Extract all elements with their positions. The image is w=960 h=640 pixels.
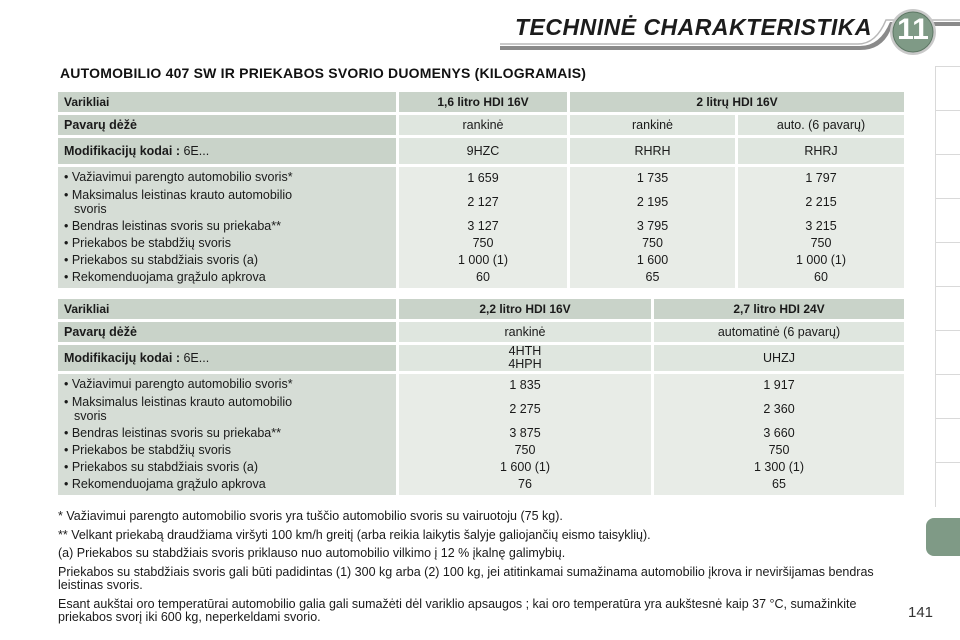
- footnote: * Važiavimui parengto automobilio svoris yra tuščio automobilio svoris su vairuotoju (75 kg).: [58, 509, 563, 523]
- weight-label: • Važiavimui parengto automobilio svoris*: [64, 170, 293, 184]
- chapter-tab[interactable]: [935, 154, 960, 199]
- weight-value: 1 600: [636, 252, 669, 267]
- engine-name: 1,6 litro HDI 16V: [396, 92, 567, 115]
- chapter-tab[interactable]: [935, 330, 960, 375]
- gearbox-label: Pavarų dėžė: [58, 322, 396, 345]
- mod-code-label: Modifikacijų kodai :: [64, 351, 180, 365]
- mod-code-label: Modifikacijų kodai :: [64, 144, 180, 158]
- weight-label: [64, 393, 390, 425]
- weights-column: [735, 167, 904, 288]
- chapter-tab-active[interactable]: [926, 518, 960, 556]
- chapter-tab[interactable]: [935, 374, 960, 419]
- weight-value: 2 275: [509, 401, 541, 416]
- page-number: 141: [908, 604, 934, 621]
- engine-name: 2,7 litro HDI 24V: [651, 299, 904, 322]
- table-header-row: [58, 299, 904, 322]
- footnote: Priekabos su stabdžiais svoris gali būti padidintas (1) 300 kg arba (2) 100 kg, jei atitinkamai sumažinama automobilio įkrova ir neviršijamas bendras leistinas svoris.: [58, 564, 874, 592]
- weights-body-row: [58, 167, 904, 288]
- weight-value: 3 215: [805, 218, 837, 233]
- weights-table-1: [58, 92, 904, 288]
- mod-code-label-cell: [58, 345, 396, 374]
- table-header-row: [58, 92, 904, 115]
- weight-value: 65: [645, 269, 660, 284]
- weight-label-line: • Maksimalus leistinas krauto automobilio: [64, 395, 293, 409]
- weight-label: • Rekomenduojama grąžulo apkrova: [64, 477, 266, 491]
- weights-labels: [58, 167, 396, 288]
- weight-label: • Važiavimui parengto automobilio svoris*: [64, 377, 293, 391]
- mod-code: 9HZC: [396, 138, 567, 167]
- mod-code-label-cell: [58, 138, 396, 167]
- weight-label: • Bendras leistinas svoris su priekaba**: [64, 426, 281, 440]
- chapter-tab[interactable]: [935, 66, 960, 111]
- weight-value: 3 127: [467, 218, 499, 233]
- chapter-tab[interactable]: [935, 286, 960, 331]
- weight-label: • Bendras leistinas svoris su priekaba**: [64, 219, 281, 233]
- weight-value: 1 600 (1): [499, 459, 551, 474]
- weight-value: 76: [518, 476, 532, 491]
- weight-value: 2 360: [763, 401, 795, 416]
- footnote: (a) Priekabos su stabdžiais svoris priklauso nuo automobilio vilkimo į 12 % įkalnę galimybių.: [58, 546, 566, 560]
- weight-value: 1 797: [805, 170, 837, 185]
- footnote: ** Velkant priekabą draudžiama viršyti 100 km/h greitį (arba reikia laikytis šalyje galiojančių eismo taisyklių).: [58, 527, 651, 542]
- weights-column: [651, 374, 904, 495]
- mod-code: 4HPH: [508, 357, 542, 371]
- weight-value: 750: [472, 235, 494, 250]
- weights-table-2: [58, 299, 904, 495]
- weights-body-row: [58, 374, 904, 495]
- gearbox-value: rankinė: [396, 115, 567, 138]
- weight-value: 2 127: [467, 194, 499, 209]
- chapter-tab[interactable]: [935, 110, 960, 155]
- engine-name: 2,2 litro HDI 16V: [396, 299, 651, 322]
- weight-value: 65: [772, 476, 786, 491]
- weight-value: 3 795: [636, 218, 669, 233]
- weight-label-line: svoris: [74, 409, 107, 423]
- chapter-title: TECHNINĖ CHARAKTERISTIKA: [515, 14, 872, 40]
- weight-value: 750: [810, 235, 832, 250]
- weight-label-line: svoris: [74, 202, 107, 216]
- weights-column: [396, 374, 651, 495]
- weight-value: 750: [642, 235, 663, 250]
- weight-value: 60: [814, 269, 828, 284]
- chapter-tab[interactable]: [935, 242, 960, 287]
- weight-value: 60: [476, 269, 490, 284]
- weight-value: 750: [514, 442, 536, 457]
- gearbox-value: automatinė (6 pavarų): [651, 322, 904, 345]
- weights-column: [396, 167, 567, 288]
- weights-labels: [58, 374, 396, 495]
- weight-label: • Rekomenduojama grąžulo apkrova: [64, 270, 266, 284]
- weight-label: • Priekabos su stabdžiais svoris (a): [64, 460, 259, 474]
- weight-value: 1 000 (1): [457, 252, 509, 267]
- mod-code: RHRH: [567, 138, 735, 167]
- mod-code-prefix: 6E...: [183, 351, 210, 365]
- engine-name: 2 litrų HDI 16V: [567, 92, 904, 115]
- engines-label: Varikliai: [58, 92, 396, 115]
- weight-value: 1 917: [763, 377, 795, 392]
- gearbox-row: [58, 115, 904, 138]
- chapter-tab[interactable]: [935, 418, 960, 463]
- mod-code-prefix: 6E...: [183, 144, 210, 158]
- gearbox-value: rankinė: [396, 322, 651, 345]
- weight-label: • Priekabos be stabdžių svoris: [64, 443, 231, 457]
- weight-label: • Priekabos su stabdžiais svoris (a): [64, 253, 259, 267]
- mod-code: 4HTH: [508, 344, 542, 358]
- footnote: Esant aukštai oro temperatūrai automobilio galia gali sumažėti dėl variklio apsaugos ; kai oro temperatūra yra aukštesnė kaip 37 °C, sumažinkite priekabos svorį iki 600 kg, neperkeldami svorio.: [58, 596, 857, 624]
- weight-label: • Priekabos be stabdžių svoris: [64, 236, 231, 250]
- mod-code-row: [58, 138, 904, 167]
- chapter-tab[interactable]: [935, 462, 960, 507]
- footnotes: [58, 510, 908, 630]
- weight-label: [64, 186, 390, 218]
- section-title: AUTOMOBILIO 407 SW IR PRIEKABOS SVORIO DUOMENYS (KILOGRAMAIS): [60, 65, 587, 81]
- weight-value: 750: [768, 442, 790, 457]
- weight-value: 1 300 (1): [753, 459, 805, 474]
- gearbox-value: rankinė: [567, 115, 735, 138]
- chapter-number: 11: [897, 13, 929, 46]
- mod-code-row: [58, 345, 904, 374]
- mod-code: UHZJ: [651, 345, 904, 374]
- weight-value: 1 659: [467, 170, 499, 185]
- chapter-side-tabs: [930, 66, 960, 586]
- weight-value: 1 000 (1): [795, 252, 847, 267]
- mod-code-cell: [396, 345, 651, 374]
- mod-code: RHRJ: [735, 138, 904, 167]
- gearbox-value: auto. (6 pavarų): [735, 115, 904, 138]
- gearbox-label: Pavarų dėžė: [58, 115, 396, 138]
- weight-value: 2 215: [805, 194, 837, 209]
- weight-label-line: • Maksimalus leistinas krauto automobilio: [64, 188, 293, 202]
- weight-value: 1 735: [636, 170, 669, 185]
- chapter-tab[interactable]: [935, 198, 960, 243]
- weight-value: 1 835: [509, 377, 541, 392]
- weight-value: 3 875: [509, 425, 541, 440]
- weight-value: 2 195: [636, 194, 669, 209]
- weights-column: [567, 167, 735, 288]
- gearbox-row: [58, 322, 904, 345]
- engines-label: Varikliai: [58, 299, 396, 322]
- weight-value: 3 660: [763, 425, 795, 440]
